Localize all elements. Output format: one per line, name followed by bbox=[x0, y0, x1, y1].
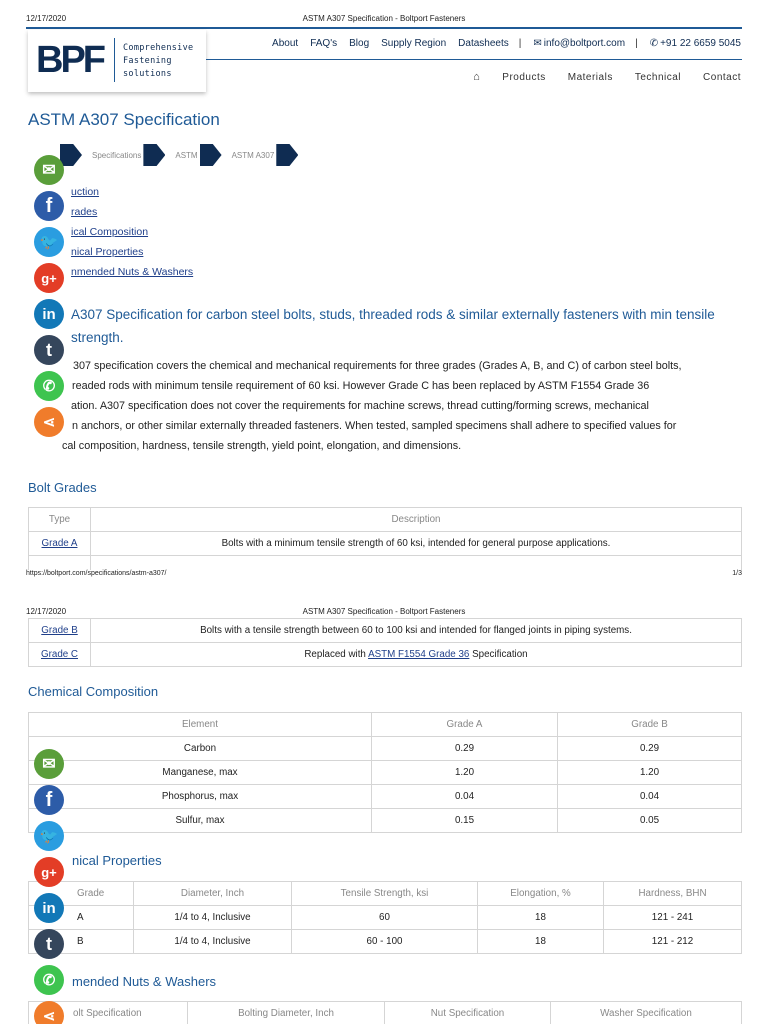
share-icon[interactable]: ⋖ bbox=[34, 1001, 64, 1024]
table-row bbox=[29, 532, 742, 556]
print-url: https://boltport.com/specifications/astm-a307/ bbox=[26, 570, 167, 577]
lead-heading: A307 Specification for carbon steel bolts, studs, threaded rods & similar externally fasteners with min tensile strength. bbox=[71, 307, 715, 345]
grade-link[interactable]: Grade A bbox=[41, 538, 78, 549]
f1554-link[interactable]: ASTM F1554 Grade 36 bbox=[368, 649, 470, 660]
page-title: ASTM A307 Specification bbox=[28, 110, 220, 129]
table-row: A 1/4 to 4, Inclusive 60 18 121 - 241 bbox=[29, 906, 742, 930]
column-header: Type bbox=[29, 508, 91, 532]
column-header: Nut Specification bbox=[385, 1002, 551, 1024]
nav-faqs[interactable]: FAQ's bbox=[310, 38, 338, 49]
breadcrumb-arrow bbox=[276, 144, 298, 166]
whatsapp-icon[interactable]: ✆ bbox=[34, 371, 64, 401]
nuts-washers-heading: mended Nuts & Washers bbox=[72, 974, 217, 989]
twitter-icon[interactable]: 🐦 bbox=[34, 227, 64, 257]
table-header-row bbox=[29, 882, 742, 906]
nav-phone[interactable]: ✆ +91 22 6659 5045 bbox=[649, 38, 741, 49]
table-row: Phosphorus, max 0.04 0.04 bbox=[29, 785, 742, 809]
breadcrumb-arrow bbox=[200, 144, 222, 166]
grade-link[interactable]: Grade B bbox=[41, 625, 78, 636]
main-nav bbox=[451, 71, 741, 83]
logo-tagline: Comprehensive Fastening solutions bbox=[123, 43, 194, 79]
column-header: Grade bbox=[29, 882, 134, 906]
table-header-row bbox=[29, 1002, 742, 1024]
column-header: olt Specification bbox=[29, 1002, 188, 1024]
bolt-grades-table-continued bbox=[28, 618, 742, 667]
breadcrumb-item[interactable]: ASTM bbox=[175, 150, 198, 160]
column-header: Diameter, Inch bbox=[134, 882, 292, 906]
nav-blog[interactable]: Blog bbox=[349, 38, 370, 49]
table-row: Carbon 0.29 0.29 bbox=[29, 737, 742, 761]
nav-technical[interactable]: Technical bbox=[634, 71, 682, 83]
nav-products[interactable]: Products bbox=[502, 71, 546, 83]
twitter-icon[interactable]: 🐦 bbox=[34, 821, 64, 851]
mechanical-properties-table bbox=[28, 881, 742, 954]
facebook-icon[interactable]: f bbox=[34, 191, 64, 221]
toc-link[interactable]: uction bbox=[71, 186, 100, 198]
breadcrumb-item[interactable]: Specifications bbox=[92, 150, 142, 160]
print-title: ASTM A307 Specification - Boltport Fasteners bbox=[302, 607, 466, 616]
table-cell: Bolts with a minimum tensile strength of 60 ksi, intended for general purpose applications. bbox=[91, 532, 742, 556]
toc-link[interactable]: nmended Nuts & Washers bbox=[71, 266, 194, 278]
share-bar bbox=[34, 155, 66, 443]
nav-separator: | bbox=[518, 38, 522, 49]
email-icon[interactable]: ✉ bbox=[34, 749, 64, 779]
column-header: Grade B bbox=[558, 713, 742, 737]
nav-divider bbox=[206, 59, 742, 60]
google-plus-icon[interactable]: g+ bbox=[34, 857, 64, 887]
column-header: Grade A bbox=[372, 713, 558, 737]
column-header: Hardness, BHN bbox=[604, 882, 742, 906]
share-icon[interactable]: ⋖ bbox=[34, 407, 64, 437]
mechanical-properties-heading: nical Properties bbox=[72, 853, 162, 868]
column-header: Washer Specification bbox=[551, 1002, 742, 1024]
logo[interactable] bbox=[28, 30, 206, 92]
table-header-row bbox=[29, 508, 742, 532]
linkedin-icon[interactable]: in bbox=[34, 299, 64, 329]
home-icon[interactable]: ⌂ bbox=[473, 71, 481, 83]
column-header: Description bbox=[91, 508, 742, 532]
logo-divider bbox=[114, 38, 115, 82]
breadcrumb-arrow bbox=[143, 144, 165, 166]
linkedin-icon[interactable]: in bbox=[34, 893, 64, 923]
table-header-row bbox=[29, 713, 742, 737]
table-row: Sulfur, max 0.15 0.05 bbox=[29, 809, 742, 833]
nav-supply-region[interactable]: Supply Region bbox=[381, 38, 447, 49]
table-row bbox=[29, 619, 742, 643]
intro-paragraph: 307 specification covers the chemical and mechanical requirements for three grades (Grades A, B, and C) of carbon steel bolts, readed rods with minimum tensile requirement of 60 ksi. However Grade C has been replaced by ASTM F1554 Grade 36 ation. A307 specification does not cover the requirements for machine screws, thread cutting/forming screws, mechanical n anchors, or other similar externally threaded fasteners. When tested, sampled specimens shall adhere to specified values for cal composition, hardness, tensile strength, yield point, elongation, and dimensions. bbox=[62, 360, 682, 452]
chemical-composition-heading: Chemical Composition bbox=[28, 684, 159, 699]
nav-email[interactable]: ✉ info@boltport.com bbox=[533, 38, 626, 49]
table-of-contents bbox=[71, 182, 193, 282]
share-bar bbox=[34, 749, 66, 1024]
chemical-composition-table bbox=[28, 712, 742, 833]
toc-link[interactable]: rades bbox=[71, 206, 98, 218]
breadcrumb bbox=[60, 144, 298, 166]
bolt-grades-heading: Bolt Grades bbox=[28, 480, 97, 495]
top-nav bbox=[260, 38, 741, 49]
tumblr-icon[interactable]: t bbox=[34, 335, 64, 365]
email-icon[interactable]: ✉ bbox=[34, 155, 64, 185]
column-header: Elongation, % bbox=[478, 882, 604, 906]
toc-link[interactable]: nical Properties bbox=[71, 246, 144, 258]
logo-mark: BPF bbox=[36, 39, 103, 81]
bolt-grades-table bbox=[28, 507, 742, 570]
table-row bbox=[29, 643, 742, 667]
tumblr-icon[interactable]: t bbox=[34, 929, 64, 959]
table-cell: Bolts with a tensile strength between 60 to 100 ksi and intended for flanged joints in piping systems. bbox=[91, 619, 742, 643]
column-header: Tensile Strength, ksi bbox=[292, 882, 478, 906]
column-header: Bolting Diameter, Inch bbox=[188, 1002, 385, 1024]
facebook-icon[interactable]: f bbox=[34, 785, 64, 815]
whatsapp-icon[interactable]: ✆ bbox=[34, 965, 64, 995]
print-title: ASTM A307 Specification - Boltport Fasteners bbox=[302, 14, 466, 23]
phone-icon: ✆ bbox=[649, 38, 659, 49]
table-cell: Replaced with ASTM F1554 Grade 36 Specification bbox=[91, 643, 742, 667]
nav-contact[interactable]: Contact bbox=[703, 71, 741, 83]
top-accent-bar bbox=[26, 27, 742, 29]
table-row: B 1/4 to 4, Inclusive 60 - 100 18 121 - 212 bbox=[29, 930, 742, 954]
nav-about[interactable]: About bbox=[272, 38, 299, 49]
nuts-washers-table bbox=[28, 1001, 742, 1024]
print-date: 12/17/2020 bbox=[26, 14, 67, 23]
table-row bbox=[29, 556, 742, 570]
table-row: Manganese, max 1.20 1.20 bbox=[29, 761, 742, 785]
envelope-icon: ✉ bbox=[533, 38, 542, 49]
nav-separator: | bbox=[635, 38, 638, 49]
nav-datasheets[interactable]: Datasheets bbox=[458, 38, 509, 49]
nav-materials[interactable]: Materials bbox=[567, 71, 613, 83]
print-page-number: 1/3 bbox=[732, 570, 742, 577]
breadcrumb-item[interactable]: ASTM A307 bbox=[231, 150, 275, 160]
column-header: Element bbox=[29, 713, 372, 737]
print-date: 12/17/2020 bbox=[26, 607, 67, 616]
google-plus-icon[interactable]: g+ bbox=[34, 263, 64, 293]
grade-link[interactable]: Grade C bbox=[40, 649, 79, 660]
toc-link[interactable]: ical Composition bbox=[71, 226, 149, 238]
